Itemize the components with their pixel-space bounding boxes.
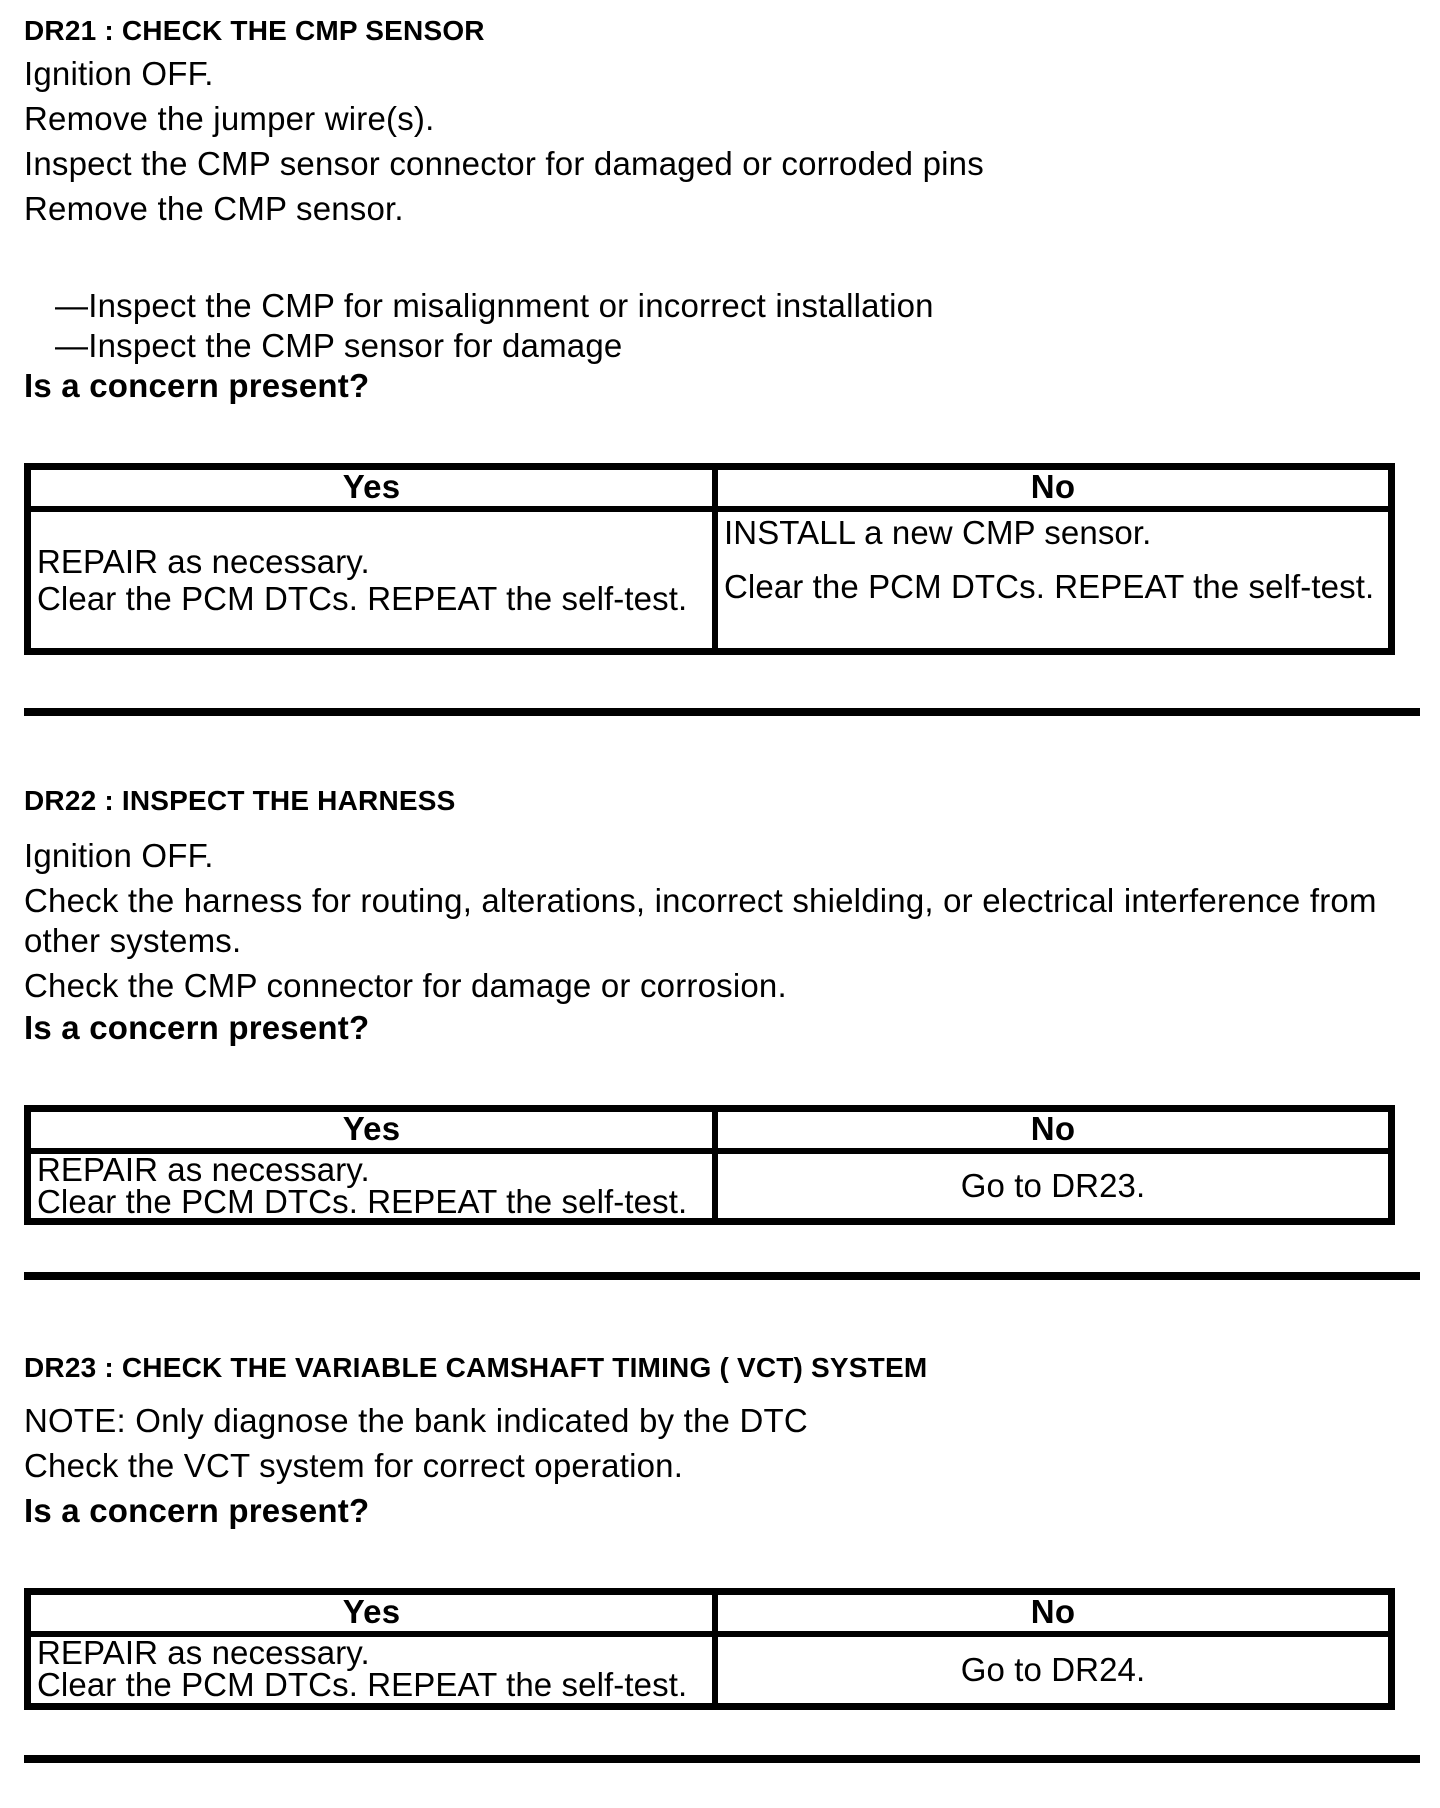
no-action-cell xyxy=(712,512,1388,648)
no-action-cell xyxy=(712,1637,1388,1703)
procedure-steps xyxy=(24,1401,1398,1491)
inspection-list xyxy=(55,286,934,366)
yes-column-header: Yes xyxy=(342,468,401,505)
section-divider xyxy=(24,1755,1420,1763)
action-line: Clear the PCM DTCs. REPEAT the self-test. xyxy=(724,568,1375,605)
procedure-step: Ignition OFF. xyxy=(24,55,214,92)
decision-table-header xyxy=(31,1112,1388,1154)
decision-table-header xyxy=(31,1595,1388,1637)
action-line: Go to DR23. xyxy=(960,1167,1146,1204)
no-column-header: No xyxy=(712,1595,1388,1631)
action-line: Go to DR24. xyxy=(960,1651,1146,1688)
question-text: Is a concern present? xyxy=(24,1009,370,1046)
section-heading: DR21 : CHECK THE CMP SENSOR xyxy=(24,15,485,46)
procedure-step: Remove the CMP sensor. xyxy=(24,190,404,227)
action-line: Clear the PCM DTCs. REPEAT the self-test. xyxy=(37,1666,688,1703)
decision-table-body xyxy=(31,1151,1388,1220)
section-heading: DR23 : CHECK THE VARIABLE CAMSHAFT TIMING ( VCT) SYSTEM xyxy=(24,1352,928,1383)
inspection-item: —Inspect the CMP sensor for damage xyxy=(55,327,623,364)
decision-table xyxy=(24,1105,1395,1225)
yes-action-cell xyxy=(31,512,712,648)
procedure-step: Check the CMP connector for damage or corrosion. xyxy=(24,967,787,1004)
procedure-step: Remove the jumper wire(s). xyxy=(24,100,435,137)
section-heading: DR22 : INSPECT THE HARNESS xyxy=(24,785,456,816)
no-column-header: No xyxy=(712,470,1388,506)
procedure-steps xyxy=(24,836,1398,1011)
action-line: REPAIR as necessary. xyxy=(37,543,370,580)
inspection-item: —Inspect the CMP for misalignment or incorrect installation xyxy=(55,287,934,324)
action-line: REPAIR as necessary. xyxy=(37,1634,370,1671)
note-text: NOTE: Only diagnose the bank indicated by the DTC xyxy=(24,1402,808,1439)
decision-table-body xyxy=(31,512,1388,648)
no-column-header: No xyxy=(712,1112,1388,1148)
no-action-cell xyxy=(712,1154,1388,1218)
decision-table-header xyxy=(31,470,1388,512)
decision-table xyxy=(24,463,1395,655)
action-line: REPAIR as necessary. xyxy=(37,1151,370,1188)
procedure-step: Check the harness for routing, alterations, incorrect shielding, or electrical interference from other systems. xyxy=(24,882,1377,959)
procedure-step: Inspect the CMP sensor connector for damaged or corroded pins xyxy=(24,145,984,182)
question-text: Is a concern present? xyxy=(24,1492,370,1529)
action-line: Clear the PCM DTCs. REPEAT the self-test. xyxy=(37,1183,688,1220)
question-text: Is a concern present? xyxy=(24,367,370,404)
procedure-steps xyxy=(24,54,1398,234)
yes-column-header: Yes xyxy=(342,1593,401,1630)
section-divider xyxy=(24,708,1420,716)
yes-action-cell xyxy=(31,1634,712,1703)
action-line: INSTALL a new CMP sensor. xyxy=(724,514,1152,551)
yes-action-cell xyxy=(31,1151,712,1220)
yes-column-header: Yes xyxy=(342,1110,401,1147)
procedure-step: Check the VCT system for correct operation. xyxy=(24,1447,684,1484)
procedure-step: Ignition OFF. xyxy=(24,837,214,874)
section-divider xyxy=(24,1272,1420,1280)
action-line: Clear the PCM DTCs. REPEAT the self-test. xyxy=(37,580,688,617)
decision-table xyxy=(24,1588,1395,1710)
decision-table-body xyxy=(31,1634,1388,1703)
